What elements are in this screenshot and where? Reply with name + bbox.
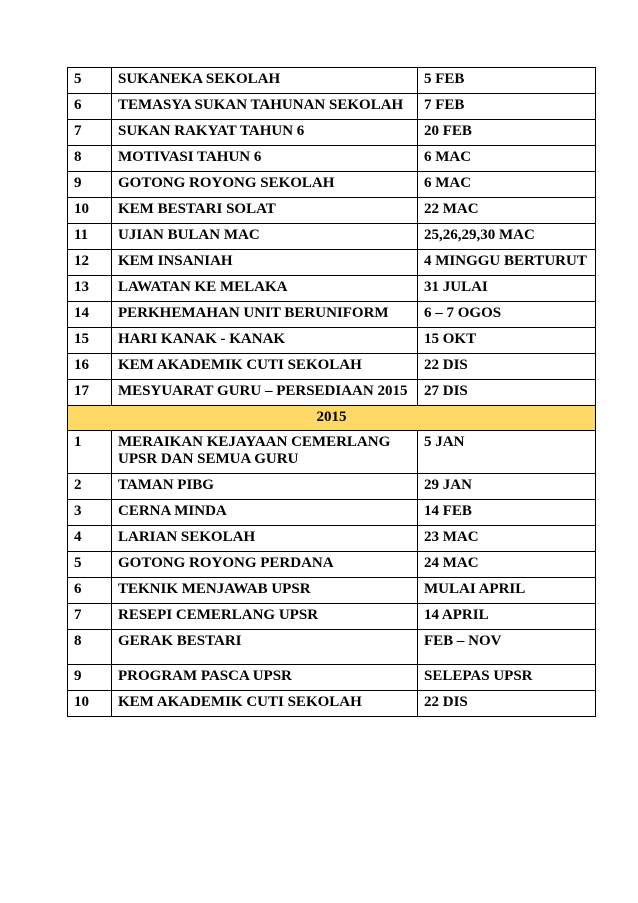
activity-name: KEM AKADEMIK CUTI SEKOLAH	[112, 691, 418, 717]
year-label: 2015	[68, 406, 596, 431]
activity-date: 23 MAC	[418, 526, 596, 552]
table-row	[68, 552, 596, 578]
row-number: 3	[68, 500, 112, 526]
activity-name: MOTIVASI TAHUN 6	[112, 146, 418, 172]
table-row	[68, 146, 596, 172]
activity-name: HARI KANAK - KANAK	[112, 328, 418, 354]
row-number: 9	[68, 172, 112, 198]
table-row	[68, 94, 596, 120]
activity-name: LARIAN SEKOLAH	[112, 526, 418, 552]
activity-name: UJIAN BULAN MAC	[112, 224, 418, 250]
activity-date: 14 APRIL	[418, 604, 596, 630]
row-number: 6	[68, 94, 112, 120]
activity-date: 25,26,29,30 MAC	[418, 224, 596, 250]
activity-date: 15 OKT	[418, 328, 596, 354]
activity-name: MERAIKAN KEJAYAAN CEMERLANG UPSR DAN SEMUA GURU	[112, 431, 418, 474]
table-row	[68, 172, 596, 198]
row-number: 10	[68, 198, 112, 224]
row-number: 14	[68, 302, 112, 328]
table-row	[68, 691, 596, 717]
activity-date: 27 DIS	[418, 380, 596, 406]
table-row	[68, 500, 596, 526]
row-number: 13	[68, 276, 112, 302]
activity-date: 20 FEB	[418, 120, 596, 146]
activity-date: 14 FEB	[418, 500, 596, 526]
activity-name: PROGRAM PASCA UPSR	[112, 665, 418, 691]
activity-date: 5 JAN	[418, 431, 596, 474]
activity-date: 5 FEB	[418, 68, 596, 94]
row-number: 6	[68, 578, 112, 604]
row-number: 16	[68, 354, 112, 380]
activity-name: LAWATAN KE MELAKA	[112, 276, 418, 302]
activity-schedule-table	[67, 67, 596, 717]
activity-date: 24 MAC	[418, 552, 596, 578]
row-number: 7	[68, 120, 112, 146]
activity-name: KEM AKADEMIK CUTI SEKOLAH	[112, 354, 418, 380]
activity-name: RESEPI CEMERLANG UPSR	[112, 604, 418, 630]
activity-date: MULAI APRIL	[418, 578, 596, 604]
activity-name: SUKANEKA SEKOLAH	[112, 68, 418, 94]
row-number: 11	[68, 224, 112, 250]
table-row	[68, 665, 596, 691]
table-row	[68, 604, 596, 630]
row-number: 8	[68, 146, 112, 172]
row-number: 8	[68, 630, 112, 665]
table-row	[68, 354, 596, 380]
activity-date: 6 MAC	[418, 172, 596, 198]
activity-name: TEMASYA SUKAN TAHUNAN SEKOLAH	[112, 94, 418, 120]
activity-name: GOTONG ROYONG SEKOLAH	[112, 172, 418, 198]
row-number: 9	[68, 665, 112, 691]
row-number: 15	[68, 328, 112, 354]
activity-name: TEKNIK MENJAWAB UPSR	[112, 578, 418, 604]
activity-date: 6 – 7 OGOS	[418, 302, 596, 328]
activity-name: SUKAN RAKYAT TAHUN 6	[112, 120, 418, 146]
table-row	[68, 302, 596, 328]
table-row	[68, 380, 596, 406]
year-section-header	[68, 406, 596, 431]
row-number: 1	[68, 431, 112, 474]
activity-date: 29 JAN	[418, 474, 596, 500]
table-row	[68, 250, 596, 276]
activity-name: GERAK BESTARI	[112, 630, 418, 665]
activity-date: 7 FEB	[418, 94, 596, 120]
row-number: 5	[68, 68, 112, 94]
activity-name: KEM BESTARI SOLAT	[112, 198, 418, 224]
activity-date: 22 MAC	[418, 198, 596, 224]
activity-name: CERNA MINDA	[112, 500, 418, 526]
activity-date: 31 JULAI	[418, 276, 596, 302]
row-number: 10	[68, 691, 112, 717]
activity-name: KEM INSANIAH	[112, 250, 418, 276]
activity-date: SELEPAS UPSR	[418, 665, 596, 691]
table-row	[68, 630, 596, 665]
row-number: 5	[68, 552, 112, 578]
row-number: 12	[68, 250, 112, 276]
table-row	[68, 276, 596, 302]
table-row	[68, 120, 596, 146]
row-number: 2	[68, 474, 112, 500]
table-row	[68, 431, 596, 474]
activity-name: TAMAN PIBG	[112, 474, 418, 500]
table-row	[68, 198, 596, 224]
activity-date: 22 DIS	[418, 354, 596, 380]
schedule-body	[68, 68, 596, 717]
table-row	[68, 578, 596, 604]
activity-date: 6 MAC	[418, 146, 596, 172]
table-row	[68, 474, 596, 500]
row-number: 7	[68, 604, 112, 630]
activity-name: MESYUARAT GURU – PERSEDIAAN 2015	[112, 380, 418, 406]
activity-name: PERKHEMAHAN UNIT BERUNIFORM	[112, 302, 418, 328]
activity-date: 4 MINGGU BERTURUT	[418, 250, 596, 276]
table-row	[68, 526, 596, 552]
row-number: 4	[68, 526, 112, 552]
table-row	[68, 68, 596, 94]
row-number: 17	[68, 380, 112, 406]
table-row	[68, 328, 596, 354]
activity-name: GOTONG ROYONG PERDANA	[112, 552, 418, 578]
activity-date: 22 DIS	[418, 691, 596, 717]
table-row	[68, 224, 596, 250]
activity-date: FEB – NOV	[418, 630, 596, 665]
